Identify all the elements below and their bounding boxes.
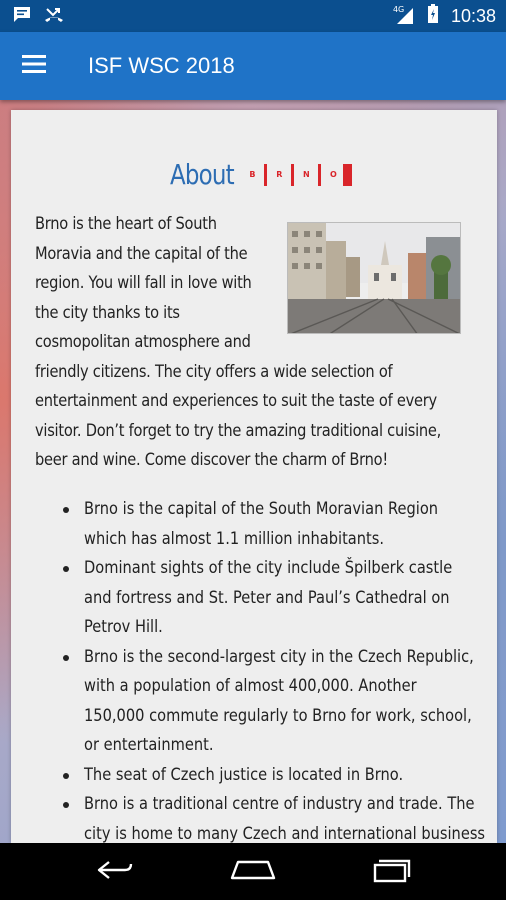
back-button[interactable] (85, 847, 145, 897)
list-item-line: which has almost 1.1 million inhabitants. (84, 528, 385, 549)
intro-paragraph (35, 210, 481, 476)
intro-line: Moravia and the capital of the (35, 243, 248, 264)
status-bar (0, 0, 506, 32)
home-icon (230, 858, 276, 886)
app-title: ISF WSC 2018 (88, 53, 235, 78)
app-bar (0, 32, 506, 100)
intro-line: visitor. Don’t forget to try the amazing traditional cuisine, (35, 420, 442, 441)
status-right-icons (392, 4, 496, 28)
list-item (63, 761, 483, 791)
menu-button[interactable] (0, 32, 68, 100)
intro-line: the city thanks to its (35, 302, 180, 323)
logo-block (343, 164, 352, 186)
list-item-line: The seat of Czech justice is located in Brno. (84, 764, 404, 785)
battery-icon (427, 4, 439, 28)
status-left-icons (12, 5, 64, 27)
list-item (63, 554, 483, 643)
navigation-bar (0, 843, 506, 900)
list-item-line: Petrov Hill. (84, 617, 163, 637)
signal-icon (392, 5, 415, 25)
recents-icon (371, 857, 411, 887)
logo-letter: O (329, 170, 337, 179)
intro-line: beer and wine. Come discover the charm of Brno! (35, 450, 388, 470)
missed-call-icon (44, 5, 64, 27)
logo-bar (318, 164, 321, 186)
about-heading (11, 158, 497, 191)
list-item-line: Brno is a traditional centre of industry and trade. The (84, 794, 475, 814)
background (0, 100, 506, 843)
logo-bar (264, 164, 267, 186)
logo-bar (291, 164, 294, 186)
intro-line: Brno is the heart of South (35, 214, 217, 234)
list-item-line: city is home to many Czech and international business (84, 823, 486, 843)
list-item-line: Brno is the capital of the South Moravian Region (84, 499, 439, 519)
list-item-line: Brno is the second-largest city in the Czech Republic, (84, 646, 474, 667)
back-icon (95, 858, 135, 886)
intro-line: friendly citizens. The city offers a wide selection of (35, 361, 393, 382)
logo-letter: R (276, 170, 283, 179)
message-icon (12, 5, 32, 27)
home-button[interactable] (223, 847, 283, 897)
list-item (63, 643, 483, 761)
list-item (63, 495, 483, 554)
list-item-line: or entertainment. (84, 735, 214, 755)
network-type-label: 4G (392, 5, 405, 14)
hamburger-menu-icon (22, 55, 46, 77)
list-item (63, 790, 486, 843)
logo-letter: N (303, 170, 310, 179)
intro-line: region. You will fall in love with (35, 273, 252, 293)
brno-logo (245, 164, 352, 186)
intro-line: cosmopolitan atmosphere and (35, 332, 251, 352)
list-item-line: Dominant sights of the city include Špilberk castle (84, 558, 453, 578)
clock: 10:38 (450, 5, 496, 26)
about-card[interactable] (11, 110, 497, 843)
heading-text: About (169, 158, 234, 191)
list-item-line: with a population of almost 400,000. Another (84, 676, 417, 696)
recents-button[interactable] (361, 847, 421, 897)
list-item-line: 150,000 commute regularly to Brno for work, school, (84, 705, 472, 726)
logo-letter: B (249, 170, 256, 179)
facts-list (63, 495, 486, 843)
intro-line: entertainment and experiences to suit the taste of every (35, 391, 437, 411)
list-item-line: and fortress and St. Peter and Paul’s Cathedral on (84, 587, 450, 608)
